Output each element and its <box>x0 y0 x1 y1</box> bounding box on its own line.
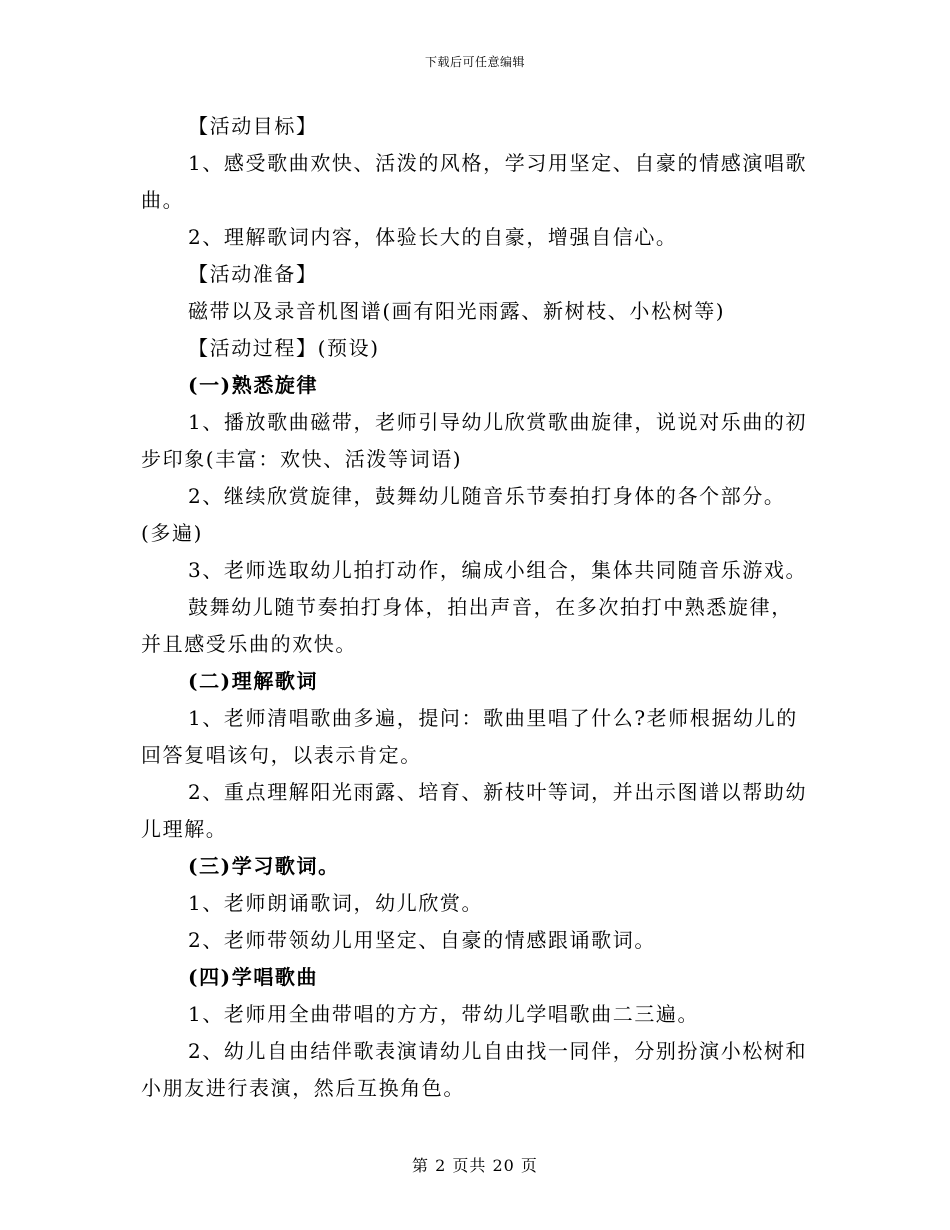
goal-item-2: 2、理解歌词内容，体验长大的自豪，增强自信心。 <box>188 225 678 249</box>
melody-step-3-detail: 鼓舞幼儿随节奏拍打身体，拍出声音，在多次拍打中熟悉旋律，并且感受乐曲的欢快。 <box>141 595 793 656</box>
melody-step-1: 1、播放歌曲磁带，老师引导幼儿欣赏歌曲旋律，说说对乐曲的初步印象(丰富：欢快、活泼等词语) <box>141 410 808 471</box>
section-heading-process: 【活动过程】(预设) <box>188 336 380 360</box>
singing-step-2: 2、幼儿自由结伴歌表演请幼儿自由找一同伴，分别扮演小松树和小朋友进行表演，然后互换角色。 <box>141 1039 808 1100</box>
singing-step-1: 1、老师用全曲带唱的方方，带幼儿学唱歌曲二三遍。 <box>188 1002 700 1026</box>
subheading-singing: (四)学唱歌曲 <box>188 965 319 989</box>
melody-step-3: 3、老师选取幼儿拍打动作，编成小组合，集体共同随音乐游戏。 <box>188 558 808 582</box>
document-body <box>141 108 811 1107</box>
lyrics-understanding-step-1: 1、老师清唱歌曲多遍，提问：歌曲里唱了什么?老师根据幼儿的回答复唱该句，以表示肯定。 <box>141 706 798 767</box>
lyrics-learning-step-2: 2、老师带领幼儿用坚定、自豪的情感跟诵歌词。 <box>188 928 656 952</box>
lyrics-understanding-step-2: 2、重点理解阳光雨露、培育、新枝叶等词，并出示图谱以帮助幼儿理解。 <box>141 780 808 841</box>
preparation-text: 磁带以及录音机图谱(画有阳光雨露、新树枝、小松树等) <box>188 299 726 323</box>
page-footer: 第 2 页共 20 页 <box>412 1156 538 1175</box>
section-heading-preparation: 【活动准备】 <box>188 262 318 286</box>
goal-item-1: 1、感受歌曲欢快、活泼的风格，学习用坚定、自豪的情感演唱歌曲。 <box>141 151 808 212</box>
subheading-lyrics-understanding: (二)理解歌词 <box>188 669 319 693</box>
melody-step-2: 2、继续欣赏旋律，鼓舞幼儿随音乐节奏拍打身体的各个部分。 <box>188 484 786 508</box>
lyrics-learning-step-1: 1、老师朗诵歌词，幼儿欣赏。 <box>188 891 484 915</box>
subheading-melody: (一)熟悉旋律 <box>188 373 319 397</box>
subheading-lyrics-learning: (三)学习歌词。 <box>188 854 340 878</box>
section-heading-goals: 【活动目标】 <box>188 114 318 138</box>
page-header: 下载后可任意编辑 <box>424 55 525 69</box>
melody-step-2-note: (多遍) <box>141 521 204 545</box>
